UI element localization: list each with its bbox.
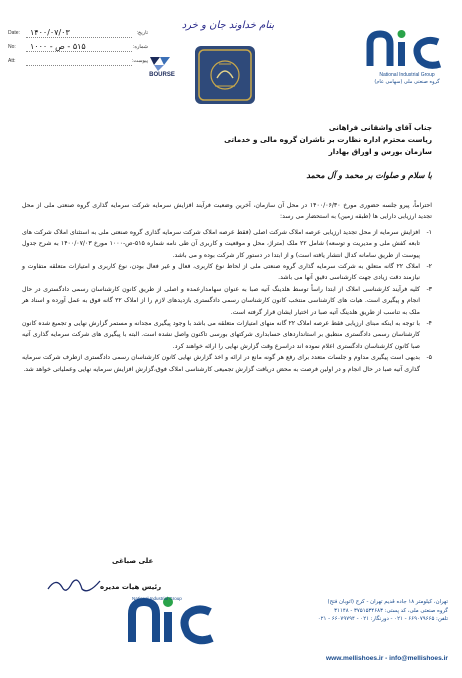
number-value: ۵۱۵ - ص - ۱۰۰۰	[30, 42, 86, 51]
list-item	[22, 352, 432, 375]
salutation: با سلام و صلوات بر محمد و آل محمد	[306, 170, 432, 180]
item-number: ۴-	[426, 320, 432, 328]
emblem-logo	[195, 46, 255, 104]
footer-postal: گروه صنعتی ملی، کد پستی: ۳۷۵۱۵۳۴۶۸۳ - ۳۱۱۴۸	[334, 607, 448, 614]
date-label-fa: تاریخ:	[136, 30, 148, 36]
addressee-organization: سازمان بورس و اوراق بهادار	[328, 147, 432, 156]
bourse-label: BOURSE	[149, 72, 175, 78]
handwritten-signature	[44, 575, 104, 597]
basmala: بنام خداوند جان و خرد	[181, 20, 275, 31]
footer-website[interactable]: www.mellishoes.ir - info@mellishoes.ir	[326, 655, 448, 662]
signatory-name: علی صباغی	[112, 557, 154, 565]
signatory-title: رئیس هیات مدیره	[100, 583, 162, 591]
addressee-position: ریاست محترم اداره نظارت بر ناشران گروه مالی و خدماتی	[224, 135, 432, 144]
footer-address: تهران، کیلومتر ۱۸ جاده قدیم تهران - کرج (اتوبان فتح)	[327, 599, 448, 605]
emblem-icon	[195, 46, 255, 104]
intro-paragraph: احتراماً، پیرو جلسه حضوری مورخ ۱۴۰۰/۰۶/۳۰ در محل آن سازمان، آخرین وضعیت فرآیند افزایش سرمایه شرکت سرمایه گذاری گروه صنعتی ملی از محل تجدید ارزیابی دارایی ها (طبقه زمین) به استحضار می رسد:	[22, 202, 432, 221]
attachment-label-en: Att:	[8, 58, 16, 64]
signature-icon	[44, 575, 104, 597]
item-number: ۵-	[426, 354, 432, 362]
list-item	[22, 284, 432, 318]
addressee-name: جناب آقای واشقانی فراهانی	[328, 123, 432, 132]
list-item	[22, 261, 432, 284]
number-label-fa: شماره:	[132, 44, 148, 50]
item-number: ۳-	[426, 285, 432, 293]
footer-logo-sub: National Industrial Group	[132, 596, 182, 601]
item-text: بدیهی است پیگیری مداوم و جلسات متعدد برای رفع هر گونه مانع در ارائه و اخذ گزارش نهایی کانون کارشناسان رسمی دادگستری ازطرف شرکت سرمایه گذاری آتیه صبا در حال انجام و در اولین فرصت به محض دریافت گزارش تجمیعی کارشناسی املاک فوق،گزارش افزایش سرمایه نهایی وعملیاتی خواهد شد.	[22, 354, 420, 373]
bourse-logo	[138, 55, 186, 81]
item-text: با توجه به اینکه مبنای ارزیابی فقط عرصه املاک ۲۲ گانه منهای امتیازات متعلقه می باشد با وجود پیگیری مجدانه و مستمر گزارش نهایی و تجمیع شده کانون کارشناسان رسمی دادگستری منطبق بر استانداردهای حسابداری شرکتهای بورسی تاکنون واصل نشده است. البته با پیگیری های شرکت سرمایه گذاری آتیه صبا کانون کارشناسان دادگستری اعلام نموده اند دراسرع وقت گزارش نهایی را ارائه خواهند کرد.	[22, 320, 420, 350]
footer-logo	[126, 590, 214, 648]
letter-body	[22, 200, 432, 375]
attachment-label-fa: پیوست:	[132, 58, 148, 64]
number-field	[8, 44, 148, 54]
footer-address-block	[212, 598, 448, 624]
attachment-field	[8, 58, 148, 68]
item-number: ۱-	[426, 228, 432, 236]
company-name-en: National Industrial Group	[379, 72, 435, 78]
company-logo-icon	[364, 26, 448, 72]
footer-phone: تلفن: ۶۶۹۰۷۹۶۶۵ - ۰۲۱ - دورنگار: ۰۲۱ - ۶۶۰۷۹۷۹۴ - ۰۲۱	[317, 616, 448, 622]
date-label-en: Date:	[8, 30, 20, 36]
date-value: ۱۴۰۰/۰۷/۰۳	[30, 28, 70, 37]
list-item	[22, 227, 432, 261]
item-text: کلیه فرآیند کارشناسی املاک از ابتدا راساً توسط هلدینگ آتیه صبا به عنوان سهامدارعمده و اصلی از طریق کانون کارشناسان رسمی دادگستری در حال انجام و پیگیری است. هیات های کارشناسی منتخب کانون کارشناسان رسمی دادگستری بازدیدهای لازم را از املاک ۲۲ گانه فوق به عمل آورده و اسناد هر ملک به تناسب از طریق هلدینگ آتیه صبا در اختیار ایشان قرار گرفته است.	[22, 285, 420, 316]
date-field	[8, 30, 148, 40]
number-label-en: No:	[8, 44, 16, 50]
addressee	[112, 122, 432, 158]
company-name-fa: گروه صنعتی ملی (سهامی عام)	[374, 79, 440, 85]
item-text: املاک ۲۲ گانه متعلق به شرکت سرمایه گذاری گروه صنعتی ملی از لحاظ نوع کاربری، فعال و غیر فعال بودن، نوع کاربری و امتیازات متعلقه متفاوت و نیازمند دقت زیادی جهت کارشناسی دقیق آنها می باشد.	[22, 263, 420, 282]
item-text: افزایش سرمایه از محل تجدید ارزیابی عرصه املاک شرکت اصلی (فقط عرصه املاک شرکت سرمایه گذاری گروه صنعتی ملی به استثنای املاک شرکت های تابعه کفش ملی و مدیریت و توسعه) شامل ۲۲ ملک (متراژ، محل و موقعیت و کاربری آن طی نامه شماره ۵۱۵-ص-۱۰۰۰ مورخ ۱۴۰۰/۰۷/۰۳ به شرح جدول پیوست از طریق سامانه کدال انتشار یافته است) و از ابتدا در دستور کار شرکت بوده و می باشد.	[22, 228, 420, 259]
item-list	[22, 227, 432, 375]
item-number: ۲-	[426, 263, 432, 271]
list-item	[22, 318, 432, 352]
